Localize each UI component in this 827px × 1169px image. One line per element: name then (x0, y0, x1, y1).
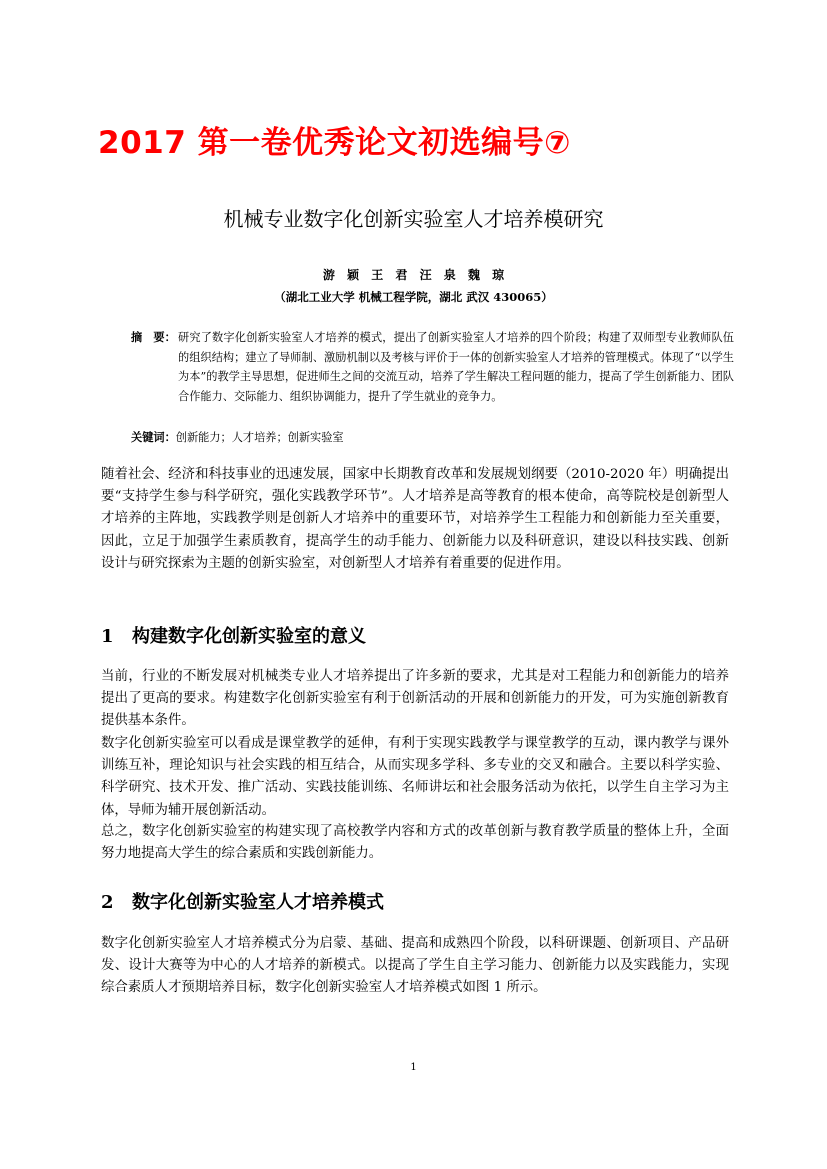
paper-title: 机械专业数字化创新实验室人才培养模研究 (223, 207, 604, 231)
section-1-heading (101, 622, 366, 648)
abstract (131, 328, 734, 406)
section-2-title: 数字化创新实验室人才培养模式 (132, 892, 384, 913)
intro-paragraph: 随着社会、经济和科技事业的迅速发展，国家中长期教育改革和发展规划纲要（2010-2020 年）明确提出要“支持学生参与科学研究，强化实践教学环节”。人才培养是高等教育的根本使命，高等院校是创新型人才培养的主阵地，实践教学则是创新人才培养中的重要环节，对培养学生工程能力和创新能力至关重要，因此，立足于加强学生素质教育，提高学生的动手能力、创新能力以及科研意识，建设以科技实践、创新设计与研究探索为主题的创新实验室，对创新型人才培养有着重要的促进作用。 (101, 467, 729, 571)
section-1-paragraph: 数字化创新实验室可以看成是课堂教学的延伸，有利于实现实践教学与课堂教学的互动，课内教学与课外训练互补，理论知识与社会实践的相互结合，从而实现多学科、多专业的交叉和融合。主要以科学实验、科学研究、技术开发、推广活动、实践技能训练、名师讲坛和社会服务活动为依托，以学生自主学习为主体，导师为辅开展创新活动。 (101, 736, 729, 818)
section-2-number: 2 (101, 892, 114, 913)
section-2-heading (101, 888, 384, 914)
abstract-text: 研究了数字化创新实验室人才培养的模式，提出了创新实验室人才培养的四个阶段；构建了双师型专业教师队伍的组织结构；建立了导师制、激励机制以及考核与评价于一体的创新实验室人才培养的管理模式。体现了“以学生为本”的教学主导思想，促进师生之间的交流互动，培养了学生解决工程问题的能力，提高了学生创新能力、团队合作能力、交际能力、组织协调能力，提升了学生就业的竞争力。 (178, 331, 734, 403)
keywords (131, 429, 344, 445)
banner-title: 2017 第一卷优秀论文初选编号⑦ (98, 125, 571, 161)
page-number: 1 (410, 1062, 417, 1073)
section-1-title: 构建数字化创新实验室的意义 (132, 626, 366, 647)
keywords-text: 创新能力；人才培养；创新实验室 (175, 431, 344, 444)
keywords-label: 关键词： (131, 431, 176, 444)
section-1-number: 1 (101, 626, 114, 647)
affiliation: （湖北工业大学 机械工程学院，湖北 武汉 430065） (274, 290, 553, 304)
section-1-paragraph: 总之，数字化创新实验室的构建实现了高校教学内容和方式的改革创新与教育教学质量的整体上升，全面努力地提高大学生的综合素质和实践创新能力。 (101, 824, 729, 862)
authors: 游 颖 王 君 汪 泉 魏 琼 (322, 268, 505, 282)
section-2-paragraph: 数字化创新实验室人才培养模式分为启蒙、基础、提高和成熟四个阶段，以科研课题、创新项目、产品研发、设计大赛等为中心的人才培养的新模式。以提高了学生自主学习能力、创新能力以及实践能力，实现综合素质人才预期培养目标，数字化创新实验室人才培养模式如图 1 所示。 (101, 936, 729, 996)
section-1-paragraph: 当前，行业的不断发展对机械类专业人才培养提出了许多新的要求，尤其是对工程能力和创新能力的培养提出了更高的要求。构建数字化创新实验室有利于创新活动的开展和创新能力的开发，可为实施创新教育提供基本条件。 (101, 669, 729, 729)
abstract-label: 摘 要： (131, 331, 176, 344)
